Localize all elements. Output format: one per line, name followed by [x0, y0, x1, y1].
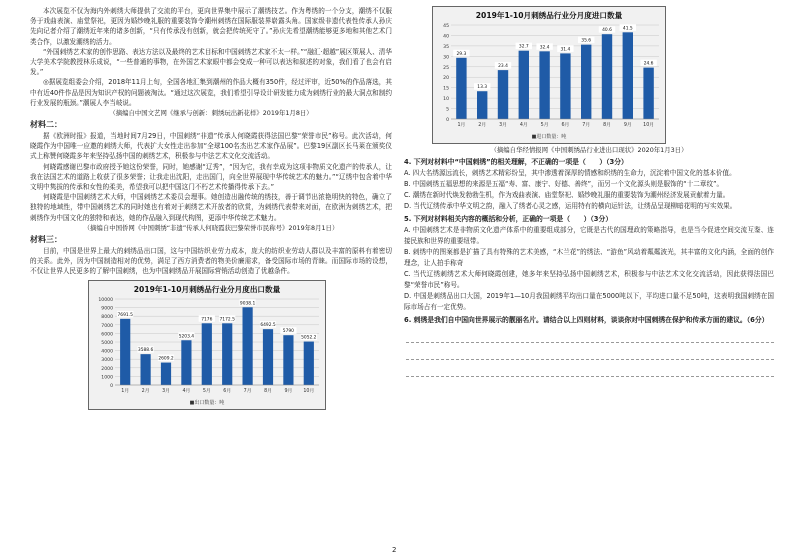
export-data-label: 2609.2: [158, 357, 174, 363]
export-y-tick-label: 8000: [101, 315, 113, 321]
export-bar: [161, 363, 171, 385]
export-data-label: 7691.5: [117, 313, 133, 319]
export-data-label: 5790: [282, 329, 294, 335]
material-2-paragraph-1: 据《欧洲时报》报道，当地时间7月29日，中国刺绣“非遗”传承人何晓霞获得法国巴黎“荣誉市民”称号。此次活动，何晓霞作为中国唯一应邀的刺绣大师，代表扩大女性走出参加“全球100名杰出艺术家作品展”。巴黎19区副区长马莱在颁奖仪式上称赞何晓霞多年来坚持弘扬中国的刺绣艺术，积极参与中法艺术文化交流活动。: [30, 132, 392, 161]
export-x-tick-label: 8月: [264, 389, 272, 395]
export-x-tick-label: 10月: [303, 389, 315, 395]
export-bar: [222, 324, 232, 386]
export-x-tick-label: 6月: [223, 389, 232, 395]
export-y-tick-label: 2000: [101, 367, 113, 373]
import-data-label: 23.4: [498, 64, 508, 70]
export-x-tick-label: 5月: [202, 389, 211, 395]
intro-paragraph-1: 本次展览不仅为海内外刺绣大师提供了交流的平台，更向世界集中展示了潮绣技艺。作为粤绣的一个分支，潮绣不仅服务于戏曲表演、庙堂祭祀，更因为婚纱晚礼服的重要装饰令潮州刺绣在国际服装界崭露头角。国家级非遗代表性传承人孙庆先向记者介绍了潮绣近年来的诸多创新，“只有传承没有创新，就会把传统死守了。”孙庆先希望潮绣能够更多地和其他艺术门类合作，以激发潮绣的活力。: [30, 7, 392, 46]
answer-line[interactable]: [406, 326, 774, 343]
import-bar: [643, 68, 653, 119]
material-3-heading: 材料三：: [30, 234, 62, 244]
export-y-tick-label: 6000: [101, 332, 113, 338]
export-x-tick-label: 7月: [243, 389, 252, 395]
import-bar: [519, 51, 529, 119]
import-x-tick-label: 2月: [478, 123, 487, 128]
import-chart: [432, 6, 666, 144]
import-bar: [498, 70, 508, 119]
export-data-label: 7176: [201, 317, 213, 323]
import-y-tick-label: 20: [443, 76, 449, 82]
export-x-tick-label: 2月: [141, 389, 150, 395]
import-chart-title: 2019年1-10月刺绣品行业分月度进口数量: [475, 11, 623, 20]
export-bar: [141, 355, 151, 386]
question-4-stem: 4. 下列对材料中“中国刺绣”的相关理解，不正确的一项是（ ）（3分）: [404, 158, 628, 166]
import-y-tick-label: 15: [443, 86, 449, 92]
export-y-tick-label: 4000: [101, 350, 113, 356]
import-y-tick-label: 5: [446, 107, 449, 113]
import-y-tick-label: 10: [443, 97, 449, 103]
import-x-tick-label: 4月: [519, 123, 528, 128]
import-data-label: 32.4: [539, 45, 550, 51]
export-x-tick-label: 4月: [182, 389, 191, 395]
import-x-tick-label: 1月: [457, 123, 466, 128]
question-5-option-b: B. 刺绣中的图案都是扩描了具有特殊的艺术美感，“木兰花”的绣法、“游鱼”风动着粼粼波光，其丰富的文化内涵，全面的创作理念，让人拍手称奇: [404, 248, 774, 267]
export-y-tick-label: 9000: [101, 307, 113, 313]
import-y-tick-label: 30: [443, 55, 449, 61]
import-bar: [623, 32, 633, 119]
export-y-tick-label: 0: [110, 384, 113, 390]
export-chart-svg: [89, 281, 325, 409]
page-number: 2: [392, 546, 397, 554]
import-x-tick-label: 8月: [603, 123, 611, 128]
import-chart-svg: [433, 7, 665, 143]
intro-paragraph-3: ◎据展览组委会介绍，2018年11月上旬，全国各地汇集到潮州的作品大概有350件，经过评审，近50%的作品落选，其中有近40件作品是因为知识产权的问题被淘汰。“通过这次展览，我们希望引导设计研发能力成为刺绣行业的最大洞点和制约行业发展的瓶颈。”潮展人李当岐说。: [30, 78, 392, 107]
export-data-label: 3588.6: [137, 348, 154, 354]
import-data-label: 13.3: [477, 85, 488, 91]
export-data-label: 6492.5: [260, 323, 276, 329]
import-legend: ■进口数量：吨: [531, 134, 567, 140]
question-5-option-d: D. 中国是刺绣品出口大国，2019年1—10月我国刺绣平均出口量在5000吨以下，平均进口量不足50吨，这表明我国刺绣在国际市场占有一定优势。: [404, 292, 774, 311]
export-data-label: 5052.2: [301, 336, 317, 342]
export-y-tick-label: 5000: [101, 341, 113, 347]
import-bar: [456, 58, 466, 119]
export-x-tick-label: 9月: [284, 389, 293, 395]
export-legend: ■出口数量：吨: [189, 400, 225, 407]
question-5-option-c: C. 当代辽绣刺绣艺术大师何晓霞创建，她多年来坚持弘扬中国刺绣艺术，积极参与中法艺术文化交流活动，因此获得法国巴黎“荣誉市民”称号。: [404, 270, 774, 289]
export-x-tick-label: 3月: [162, 389, 170, 395]
import-data-label: 40.6: [602, 28, 612, 34]
import-y-tick-label: 35: [443, 44, 449, 50]
export-bar: [181, 341, 191, 386]
import-data-label: 35.6: [581, 38, 592, 44]
intro-paragraph-2: “外国刺绣艺术家的创作思路、表达方法以及最终的艺术目标和中国刺绣艺术家不太一样。”“融汇·超越”展区策展人、清华大学美术学院教授林乐成说，“一些普通的事物，在外国艺术家眼中都会变成一种可以表达和叙述的对象，我们看了也会有启发。”: [30, 47, 392, 77]
export-bar: [304, 342, 314, 385]
import-bar: [539, 51, 549, 119]
import-bar: [581, 45, 591, 119]
question-4-option-b: B. 中国刺绣五福思想的来源是五福“寿、富、康宁、好德、善终”，而另一个文化源头则是服饰的“十二章纹”。: [404, 180, 724, 188]
import-y-tick-label: 40: [443, 34, 449, 40]
import-x-tick-label: 3月: [499, 123, 507, 128]
material-2-heading: 材料二：: [30, 120, 62, 130]
export-y-tick-label: 10000: [98, 298, 113, 304]
answer-line[interactable]: [406, 360, 774, 377]
question-6-stem: 6. 刺绣是我们自中国向世界展示的靓丽名片。请结合以上四则材料，谈谈你对中国刺绣在保护和传承方面的建议。（6分）: [404, 316, 769, 324]
import-x-tick-label: 9月: [623, 123, 632, 128]
import-bar: [477, 91, 487, 119]
material-2-paragraph-2: 何晓霞感谢巴黎市政府授予她这份荣誉，同时，她感谢“辽秀”，“因为它，我有幸成为这项非物质文化遗产的传承人，让我在法国艺术的道路上收获了很多荣誉；让我走出沈阳，走出国门，向全世界展现中华传统艺术的魅力。”“辽绣中包含着中华文明中隽拔的传承和女性的柔美，希望我可以把中国这门不朽艺术传播得传承下去。”: [30, 162, 392, 192]
right-column: [404, 6, 774, 377]
export-x-tick-label: 1月: [121, 389, 130, 395]
question-4-option-c: C. 潮绣在新时代焕发勃勃生机，作为戏曲表演、庙堂祭祀、婚纱晚礼服的重要装饰为潮州经济发展贡献着力量。: [404, 191, 730, 199]
material-3-paragraph: 目前，中国是世界上最大的刺绣品出口国，这与中国纺织业劳力成本，庞大的纺织业劳动人群以及丰富的原料有着密切的关系。此外，因为中国制造相对的优势，满足了西方消费者的物美价廉需求，备受国际市场的青睐。而国际市场的设想，不仅让世界人民更多的了解中国刺绣，也为中国刺绣品开展国际营销活动创造了优越条件。: [30, 246, 392, 276]
source-citation-1: （摘编自中国文艺网《继承与创新：刺绣玩出新花样》2019年1月8日）: [109, 109, 313, 118]
import-x-tick-label: 7月: [582, 123, 591, 128]
export-bar: [263, 330, 273, 386]
import-y-tick-label: 45: [443, 24, 449, 29]
export-y-tick-label: 7000: [101, 324, 113, 330]
export-y-tick-label: 3000: [101, 358, 113, 364]
answer-line[interactable]: [406, 343, 774, 360]
import-data-label: 41.5: [622, 26, 633, 32]
import-x-tick-label: 6月: [561, 123, 570, 128]
export-bar: [120, 319, 130, 385]
question-4-option-a: A. 四大名绣源远流长，刺绣艺术精彩纷呈，其中渗透着深厚的情感和织绣的生命力，沉淀着中国文化的基本价值。: [404, 169, 736, 177]
export-bar: [202, 324, 212, 386]
import-data-label: 29.3: [456, 51, 467, 57]
import-y-tick-label: 25: [443, 65, 449, 71]
export-chart-title: 2019年1-10月刺绣品行业分月度出口数量: [133, 285, 281, 295]
export-data-label: 9038.1: [239, 301, 256, 307]
left-column: [30, 6, 392, 410]
source-citation-2: （摘编自中国侨网《中国刺绣“非遗”传承人何晓霞获巴黎荣誉市民称号》2019年8月1日）: [83, 223, 339, 232]
export-data-label: 5203.4: [178, 334, 195, 340]
export-chart: [88, 280, 326, 410]
import-x-tick-label: 10月: [643, 123, 655, 128]
export-bar: [243, 308, 253, 386]
import-data-label: 31.4: [560, 47, 571, 53]
export-y-tick-label: 1000: [101, 375, 113, 381]
import-bar: [602, 34, 612, 119]
question-4-option-d: D. 当代辽绣传承中华文明之韵，融入了绣者心灵之感，运用特有的横向运针法，让绣品呈现柳暗花明的写实效果。: [404, 202, 737, 210]
chart-source-citation: （摘编自华经情报网《中国刺绣品行业进出口现状》2020年1月3日）: [490, 146, 688, 154]
question-5-option-a: A. 中国刺绣艺术是非物质文化遗产体系中的重要组成部分，它既是古代的国理政的策略指导，也是当今促进空间交流互鉴、连接民族和世界的重要纽带。: [404, 226, 774, 245]
import-x-tick-label: 5月: [540, 123, 549, 128]
import-y-tick-label: 0: [446, 118, 449, 123]
question-5-stem: 5. 下列对材料相关内容的概括和分析，正确的一项是（ ）（3分）: [404, 215, 613, 223]
export-data-label: 7172.5: [219, 317, 235, 323]
import-data-label: 32.7: [518, 44, 529, 50]
import-bar: [560, 53, 570, 119]
material-2-paragraph-3: 何晓霞是中国刺绣艺术大师，中国刺绣艺术委员会理事。她创造出融传统的绣技，善于调节出浓艳明快的特色，确立了独特的地域性，带中国刺绣艺术的同时她也有着对于刺绣艺术开放者的欣赏，为刺绣代表带来对面，在欧洲为刺绣艺术，把刺绣作为中国文化的独特和表达，她的作品融入到现代构图，更添中华传统艺术魅力。: [30, 193, 392, 222]
export-bar: [283, 336, 293, 386]
import-data-label: 24.6: [643, 61, 654, 67]
